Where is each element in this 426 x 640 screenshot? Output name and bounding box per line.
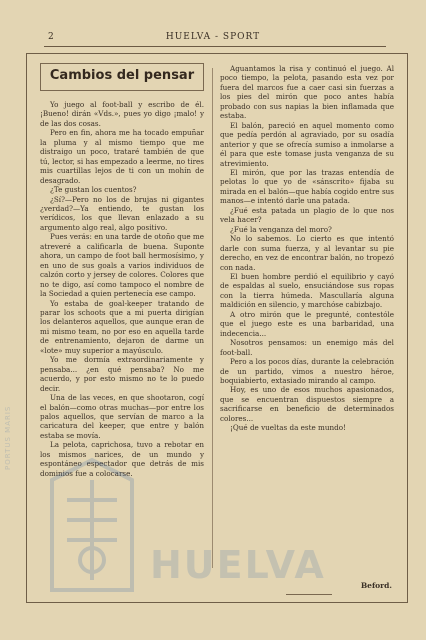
paragraph: ¿Fué la venganza del moro?: [230, 224, 332, 234]
article-title: Cambios del pensar: [49, 68, 195, 83]
paragraph: Nosotros pensamos: un enemigo más del foot-ball.: [220, 338, 394, 357]
paragraph: El buen hombre perdió el equilibrio y cayó de espaldas al suelo, ensuciándose sus ropas con la tierra húmeda. Mascullaría alguna maldición en silencio, y marchóse cabizbajo.: [220, 271, 394, 310]
running-header: [40, 32, 386, 46]
left-column: [40, 100, 204, 478]
paragraph: Pues verás: en una tarde de otoño que me atreveré a calificarla de buena. Suponte ahora, un campo de foot ball hermosísimo, y en uno de sus goals a varios individuos de calzón corto y jersey de colores. Colores que no te digo, así como tampoco el nombre de la Sociedad a quien pertenecía ese campo.: [40, 232, 204, 299]
paragraph: La pelota, caprichosa, tuvo a rebotar en los mismos narices, de un mundo y espontáneo espectador que detrás de mis dominios fue a colocarse.: [40, 440, 204, 478]
paragraph: ¡Qué de vueltas da este mundo!: [230, 423, 346, 433]
paragraph: Yo juego al foot-ball y escribo de él. ¡Bueno! dirán «Vds.», pues yo digo ¡malo! y de las dos cosas.: [40, 100, 204, 128]
author-signature: Beford.: [360, 581, 392, 590]
paragraph: Pero en fin, ahora me ha tocado empuñar la pluma y al mismo tiempo que me distraigo un poco, trataré también de que tú, lector, si has empezado a leerme, no tires mis cuartillas lejos de ti con un mohín de desagrado.: [40, 128, 204, 185]
column-divider: [212, 68, 213, 568]
paragraph: No lo sabemos. Lo cierto es que intentó darle con suma fuerza, y al levantar su pie derecho, en vez de encontrar balón, no tropezó con nada.: [220, 234, 394, 272]
publication-title: HUELVA - SPORT: [165, 32, 261, 42]
paragraph: ¿Te gustan los cuentos?: [50, 185, 137, 195]
paragraph: Hoy, es uno de esos muchos apasionados, que se encuentran dispuestos siempre a sacrificarse en beneficio de determinados colores...: [220, 385, 394, 423]
paragraph: Yo me dormía extraordinariamente y pensaba... ¿en qué pensaba? No me acuerdo, y por esto mismo no te lo puedo decir.: [40, 355, 204, 393]
paragraph: Aguantamos la risa y continuó el juego. Al poco tiempo, la pelota, pasando esta vez por fuera del marcos fue a caer casi sin fuerzas a los pies del mirón que poco antes había probado con sus napias la bien inflamada que estaba.: [220, 64, 394, 121]
paragraph: Pero a los pocos días, durante la celebración de un partido, vimos a nuestro héroe, boquiabierto, extasiado mirando al campo.: [220, 357, 394, 385]
paragraph: ¿Sí?—Pero no los de brujas ni gigantes ¿verdad?—Ya entiendo, te gustan los verídicos, los que llevan enlazado a su argumento algo real, algo positivo.: [40, 194, 204, 232]
paragraph: ¿Fué esta patada un plagio de lo que nos vela hacer?: [220, 205, 394, 225]
header-rule: [44, 46, 386, 47]
paragraph: El balón, pareció en aquel momento como que pedía perdón al agraviado, por su osadía anterior y que se ofrecía sumiso a inmolarse a él para que este tomase justa venganza de su atrevimiento.: [220, 120, 394, 168]
paragraph: A otro mirón que le pregunté, contestóle que el juego este es una barbaridad, una indecencia...: [220, 309, 394, 338]
paragraph: Yo estaba de goal-keeper tratando de parar los schoots que a mi puerta dirigían los delanteros aquellos, que aunque eran de mi mismo team, no por eso en aquella tarde de entrenamiento, dejaron de darme un «lote» muy superior a mayúsculo.: [40, 298, 204, 355]
watermark-text: HUELVA: [150, 543, 326, 587]
right-column: [220, 64, 394, 433]
article-title-box: [40, 63, 204, 91]
paragraph: Una de las veces, en que shootaron, cogí el balón—como otras muchas—por entre los palos aquellos, que servían de marco a la caricatura del keeper, que entre y balón estaba se movía.: [40, 393, 204, 440]
paragraph: El mirón, que por las trazas entendía de pelotas lo que yo de «sánscrito» fijaba su mirada en el balón—que había cogido entre sus manos—e intentó darle una patada.: [220, 167, 394, 206]
page-number: 2: [48, 32, 55, 42]
end-rule: [286, 594, 332, 595]
watermark-side-text: PORTUS MARIS: [4, 405, 12, 470]
